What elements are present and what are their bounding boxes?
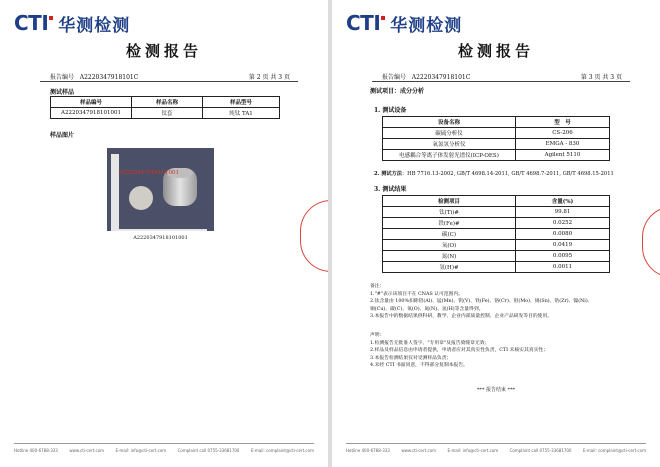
page-number: 第 2 页 共 3 页 <box>248 74 290 81</box>
table-header-row <box>383 196 610 207</box>
results-table <box>382 195 610 273</box>
table-header-cell: 样品型号 <box>203 97 280 108</box>
table-cell: EMGA - 830 <box>516 139 610 150</box>
footer-web: www.cti-cert.com <box>69 448 105 453</box>
logo-cn-text: 华测检测 <box>390 15 463 36</box>
notes-block <box>370 283 635 321</box>
table-header-cell: 样品编号 <box>51 97 132 108</box>
footer-complaint-email: E-mail: complaint@cti-cert.com <box>582 448 646 453</box>
note-line: 2.钛含量由 100%扣除铝(Al)、锰(Mn)、钒(V)、铁(Fe)、铬(Cr)、钼(Mo)、锡(Sn)、锆(Zr)、镍(Ni)、 <box>370 299 593 305</box>
photo-coin <box>129 186 153 210</box>
table-row <box>51 108 280 119</box>
note-line: 铜(Cu)、碳(C)、氧(O)、氮(N)、氢(H)等含量得到。 <box>370 306 484 312</box>
page-number: 第 3 页 共 3 页 <box>580 74 622 81</box>
report-number <box>50 72 138 81</box>
table-row <box>383 128 610 139</box>
footer-complaint: Complaint call 0755-33681700 <box>509 448 572 453</box>
method-line <box>374 170 614 177</box>
page-footer <box>14 448 314 453</box>
declaration-line: 4.未经 CTI 书面同意，不得部分复制本报告。 <box>370 363 468 369</box>
report-page-2 <box>0 0 328 467</box>
header-rule <box>372 81 630 82</box>
footer-rule <box>14 443 314 444</box>
sample-section-title: 测试样品 <box>50 89 75 96</box>
photo-caption: A2220347918101001 <box>133 235 188 241</box>
cti-logo <box>346 12 462 34</box>
table-cell: 0.0252 <box>516 218 610 229</box>
report-number-value: A2220347918101C <box>411 74 471 81</box>
table-header-row <box>383 117 610 128</box>
table-cell: 0.0011 <box>516 262 610 273</box>
table-row <box>383 229 610 240</box>
table-row <box>383 207 610 218</box>
report-number-label: 报告编号 <box>382 74 407 81</box>
footer-rule <box>346 443 646 444</box>
header-rule <box>40 81 298 82</box>
table-cell: 氮(N) <box>383 251 516 262</box>
table-header-cell: 型 号 <box>516 117 610 128</box>
table-row <box>383 218 610 229</box>
table-cell: A2220347918101001 <box>51 108 132 119</box>
table-row <box>383 150 610 161</box>
report-number-label: 报告编号 <box>50 74 75 81</box>
declaration-title: 声明： <box>370 333 385 338</box>
method-section-title: 2. 测试方法 <box>374 171 402 177</box>
table-header-cell: 样品名称 <box>132 97 203 108</box>
footer-complaint: Complaint call 0755-33681700 <box>177 448 240 453</box>
report-number <box>382 72 470 81</box>
note-line: 3.本报告中的数据结果供科研、教学、企业内部质量控制、企业产品研发等目的使用。 <box>370 314 553 320</box>
table-header-cell: 检测项目 <box>383 196 516 207</box>
table-cell: 碳硫分析仪 <box>383 128 516 139</box>
footer-email: E-mail: info@cti-cert.com <box>447 448 499 453</box>
equipment-table <box>382 116 610 161</box>
table-cell: CS-206 <box>516 128 610 139</box>
table-cell: 氧氮氢分析仪 <box>383 139 516 150</box>
table-cell: 钛套 <box>132 108 203 119</box>
table-cell: 钛(Ti)# <box>383 207 516 218</box>
report-meta <box>382 72 622 81</box>
seal-stamp <box>300 200 328 272</box>
logo-red-dot <box>381 16 385 20</box>
logo-cti-text: CTI <box>14 11 49 35</box>
report-page-3 <box>332 0 660 467</box>
sample-table <box>50 96 280 119</box>
table-row <box>383 139 610 150</box>
report-meta <box>50 72 290 81</box>
table-header-row <box>51 97 280 108</box>
report-number-value: A2220347918101C <box>79 74 139 81</box>
photo-sample-label: A2220347918101001 <box>119 170 179 176</box>
report-end-marker: *** 报告结束 *** <box>476 387 516 393</box>
footer-complaint-email: E-mail: complaint@cti-cert.com <box>250 448 314 453</box>
declaration-line: 2.样品及样品信息由申请者提供，申请者应对其真实性负责，CTI 未核实其真实性； <box>370 348 548 354</box>
table-cell: 电感耦合等离子体发射光谱仪(ICP-OES) <box>383 150 516 161</box>
table-cell: 0.0080 <box>516 229 610 240</box>
notes-title: 备注： <box>370 284 385 289</box>
logo-cn-text: 华测检测 <box>58 15 131 36</box>
logo-red-dot <box>49 16 53 20</box>
table-row <box>383 251 610 262</box>
table-row <box>383 262 610 273</box>
logo-cti-text: CTI <box>346 11 381 35</box>
footer-hotline: Hotline 400-6788-333 <box>346 448 390 453</box>
note-line: 1."#"表示该项目不在 CNAS 认可范围内。 <box>370 291 464 297</box>
table-cell: 碳(C) <box>383 229 516 240</box>
table-cell: 氢(H)# <box>383 262 516 273</box>
footer-hotline: Hotline 400-6788-333 <box>14 448 58 453</box>
declaration-block <box>370 332 635 370</box>
photo-section-title: 样品图片 <box>50 132 75 139</box>
sample-photo <box>107 148 214 231</box>
results-section-title: 3. 测试结果 <box>374 186 407 193</box>
document-title: 检测报告 <box>457 42 534 60</box>
table-cell: 纯钛 TA1 <box>203 108 280 119</box>
table-cell: 99.81 <box>516 207 610 218</box>
footer-email: E-mail: info@cti-cert.com <box>115 448 167 453</box>
table-row <box>383 240 610 251</box>
page-footer <box>346 448 646 453</box>
method-standards: ：HB 7716.13-2002, GB/T 4698.14-2011, GB/T 4698.7-2011, GB/T 4698.15-2011 <box>401 171 614 177</box>
document-title: 检测报告 <box>125 42 202 60</box>
table-cell: 铁(Fe)# <box>383 218 516 229</box>
table-cell: 氧(O) <box>383 240 516 251</box>
declaration-line: 1.检测报告无批准人签字、"专用章"及报告骑缝章无效； <box>370 340 490 346</box>
table-cell: 0.0095 <box>516 251 610 262</box>
table-cell: Agilent 5110 <box>516 150 610 161</box>
test-item-title: 测试项目：成分分析 <box>370 88 425 95</box>
table-header-cell: 设备名称 <box>383 117 516 128</box>
table-cell: 0.0419 <box>516 240 610 251</box>
table-header-cell: 含量(%) <box>516 196 610 207</box>
footer-web: www.cti-cert.com <box>401 448 437 453</box>
cti-logo <box>14 12 130 34</box>
declaration-line: 3.本报告检测结果仅对受测样品负责； <box>370 355 452 361</box>
seal-stamp <box>642 206 660 278</box>
equipment-section-title: 1. 测试设备 <box>374 107 407 114</box>
